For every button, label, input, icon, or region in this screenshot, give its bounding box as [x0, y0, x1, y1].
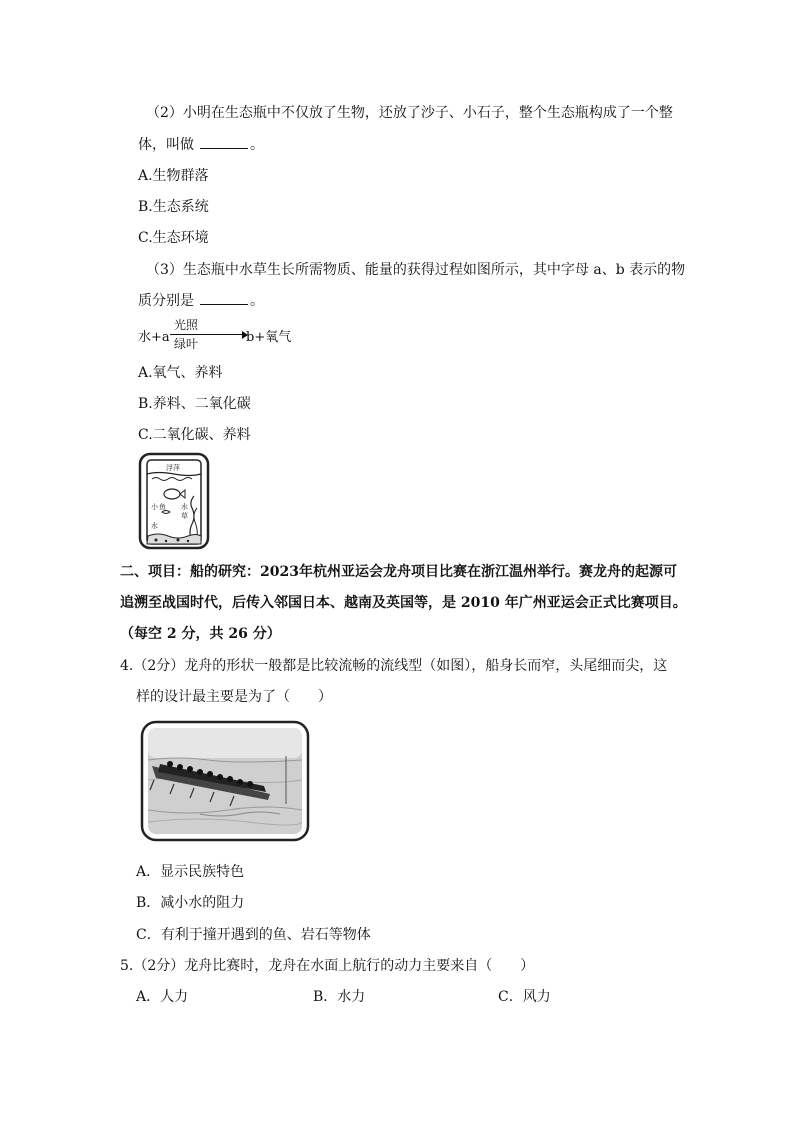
q2-stem-line1: （2）小明在生态瓶中不仅放了生物，还放了沙子、小石子，整个生态瓶构成了一个整: [146, 105, 673, 121]
q3-answer-blank[interactable]: [200, 292, 248, 305]
jar-label-duckweed: 浮萍: [166, 464, 180, 472]
q2-stem-end: 。: [250, 137, 264, 153]
q4-option-c[interactable]: C．有利于撞开遇到的鱼、岩石等物体: [136, 927, 371, 943]
q4-option-a[interactable]: A．显示民族特色: [136, 864, 245, 880]
formula-condition-leaf: 绿叶: [174, 337, 199, 351]
formula-products: b+氧气: [246, 330, 292, 345]
q3-option-a[interactable]: A.氧气、养料: [138, 365, 223, 381]
q3-stem-line2: [138, 291, 264, 311]
q2-option-a[interactable]: A.生物群落: [138, 168, 209, 184]
jar-label-fish-2: 鱼: [159, 503, 166, 511]
q2-answer-blank[interactable]: [200, 136, 248, 149]
formula-reactants: 水+a: [138, 330, 170, 345]
jar-label-plant-2: 草: [181, 512, 188, 520]
q2-stem-text: 体，叫做: [138, 137, 194, 153]
q5-option-b[interactable]: B．水力: [313, 989, 366, 1005]
q2-option-c[interactable]: C.生态环境: [138, 230, 209, 246]
dragon-boat-image: [140, 720, 310, 842]
q5-option-c[interactable]: C．风力: [498, 989, 551, 1005]
q4-stem-line1: 4.（2分）龙舟的形状一般都是比较流畅的流线型（如图），船身长而窄，头尾细而尖，这: [120, 658, 668, 674]
q4-option-b[interactable]: B．减小水的阻力: [136, 895, 245, 911]
jar-label-plant-1: 水: [181, 503, 188, 511]
q3-stem-end: 。: [250, 293, 264, 309]
q3-option-c[interactable]: C.二氧化碳、养料: [138, 427, 251, 443]
q4-stem-line2: 样的设计最主要是为了（ ）: [136, 689, 332, 705]
jar-label-water: 水: [151, 522, 158, 530]
q2-option-b[interactable]: B.生态系统: [138, 199, 209, 215]
formula-condition-light: 光照: [174, 318, 199, 332]
q3-stem-text: 质分别是: [138, 293, 194, 309]
jar-label-fish-1: 小: [151, 503, 158, 511]
q5-stem: 5.（2分）龙舟比赛时，龙舟在水面上航行的动力主要来自（ ）: [120, 958, 535, 974]
q2-stem-line2: [138, 135, 264, 155]
section2-line1: 二、项目：船的研究：2023年杭州亚运会龙舟项目比赛在浙江温州举行。赛龙舟的起源可: [120, 564, 677, 580]
section2-line2: 追溯至战国时代，后传入邻国日本、越南及英国等，是 2010 年广州亚运会正式比赛项目。: [120, 595, 687, 611]
q5-option-a[interactable]: A．人力: [136, 989, 189, 1005]
section2-line3: （每空 2 分，共 26 分）: [120, 626, 281, 642]
q3-option-b[interactable]: B.养料、二氧化碳: [138, 396, 251, 412]
q3-stem-line1: （3）生态瓶中水草生长所需物质、能量的获得过程如图所示，其中字母 a、b 表示的物: [146, 262, 686, 278]
ecosystem-jar-image: [138, 452, 210, 550]
